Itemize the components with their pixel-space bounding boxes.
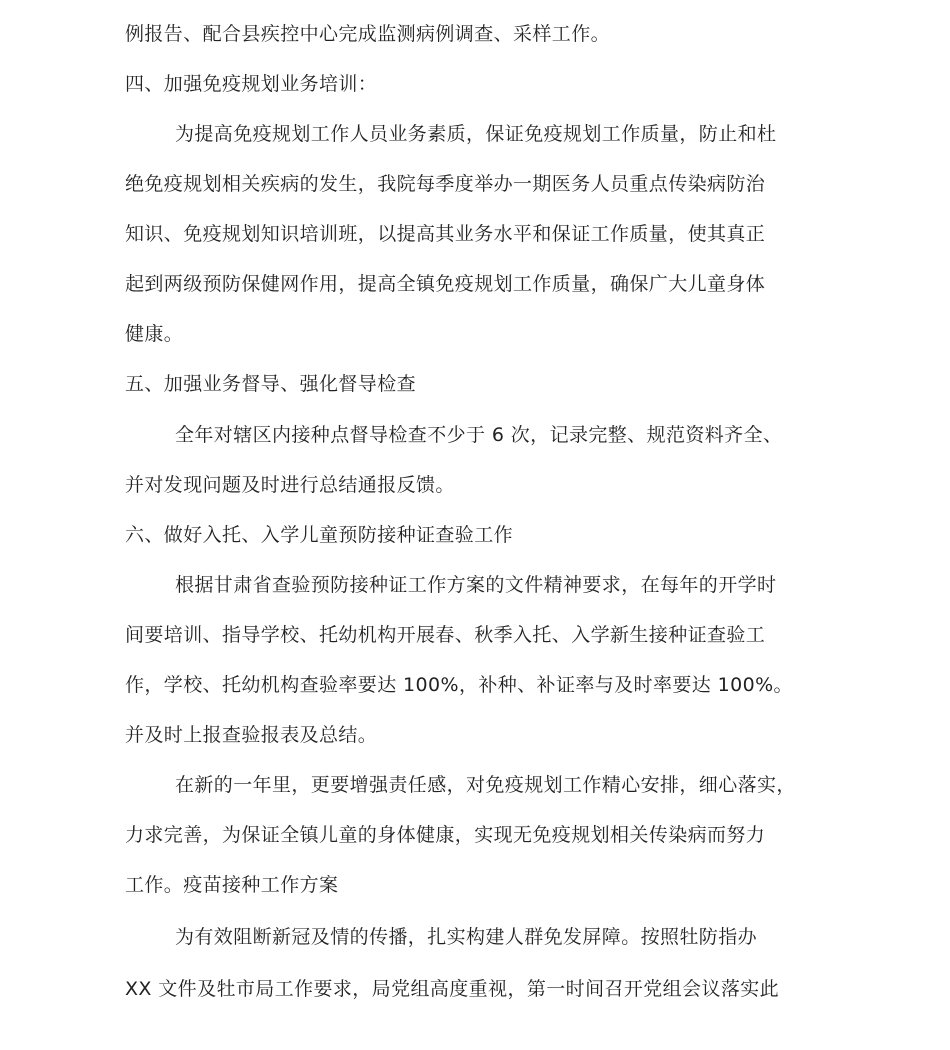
body-text-line: 在新的一年里，更要增强责任感，对免疫规划工作精心安排，细心落实，: [175, 774, 796, 796]
body-text-line: 间要培训、指导学校、托幼机构开展春、秋季入托、入学新生接种证查验工: [125, 624, 766, 646]
section-heading: 五、加强业务督导、强化督导检查: [125, 373, 417, 395]
body-text-line: XX 文件及牡市局工作要求，局党组高度重视，第一时间召开党组会议落实此: [125, 978, 780, 1000]
body-text-line: 例报告、配合县疾控中心完成监测病例调查、采样工作。: [125, 23, 611, 45]
body-text-line: 根据甘肃省查验预防接种证工作方案的文件精神要求，在每年的开学时: [175, 574, 777, 596]
body-text-line: 作，学校、托幼机构查验率要达 100%，补种、补证率与及时率要达 100%。: [125, 674, 793, 696]
section-heading: 六、做好入托、入学儿童预防接种证查验工作: [125, 524, 514, 546]
body-text-line: 工作。疫苗接种工作方案: [125, 874, 339, 896]
body-text-line: 并及时上报查验报表及总结。: [125, 724, 378, 746]
body-text-line: 健康。: [125, 323, 184, 345]
body-text-line: 绝免疫规划相关疾病的发生，我院每季度举办一期医务人员重点传染病防治: [125, 173, 766, 195]
section-heading: 四、加强免疫规划业务培训：: [125, 73, 378, 95]
body-text-line: 起到两级预防保健网作用，提高全镇免疫规划工作质量，确保广大儿童身体: [125, 273, 766, 295]
body-text-line: 并对发现问题及时进行总结通报反馈。: [125, 474, 455, 496]
body-text-line: 为提高免疫规划工作人员业务素质，保证免疫规划工作质量，防止和杜: [175, 123, 777, 145]
body-text-line: 力求完善，为保证全镇儿童的身体健康，实现无免疫规划相关传染病而努力: [125, 824, 766, 846]
body-text-line: 知识、免疫规划知识培训班，以提高其业务水平和保证工作质量，使其真正: [125, 223, 766, 245]
body-text-line: 全年对辖区内接种点督导检查不少于 6 次，记录完整、规范资料齐全、: [175, 424, 783, 446]
body-text-line: 为有效阻断新冠及情的传播，扎实构建人群免发屏障。按照牡防指办: [175, 926, 758, 948]
